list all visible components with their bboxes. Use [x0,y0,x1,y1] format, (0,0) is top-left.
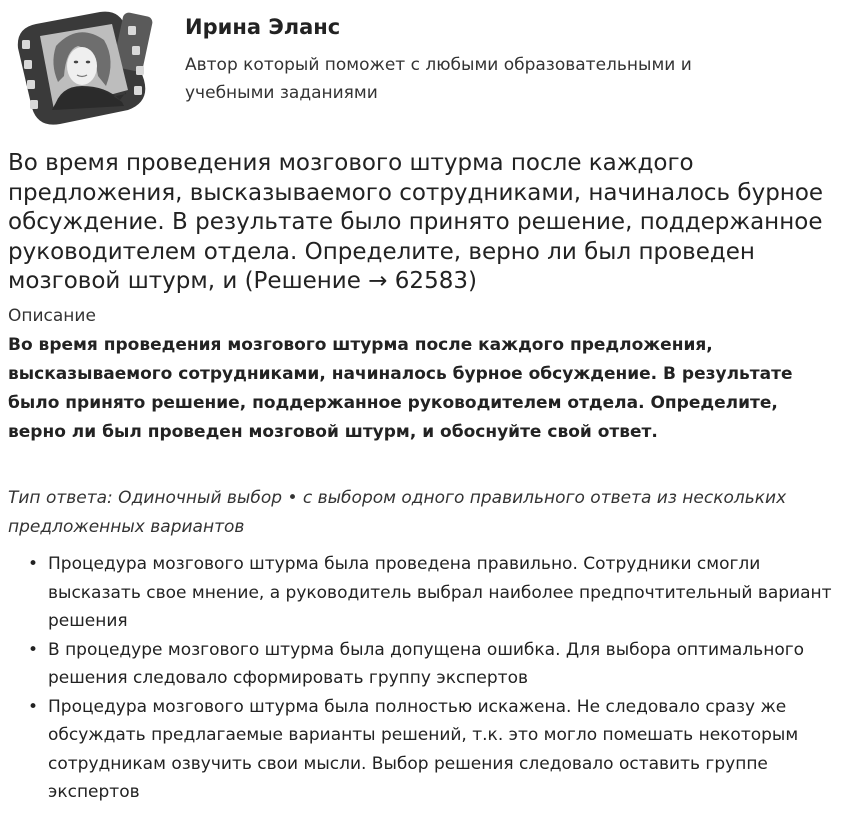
bullet-icon: • [28,696,39,717]
answer-option-text: Процедура мозгового штурма была проведена правильно. Сотрудники смогли высказать свое мнение, а руководитель выбрал наиболее предпочтительный вариант решения [48,554,832,631]
answer-option-text: В процедуре мозгового штурма была допущена ошибка. Для выбора оптимального решения следовало сформировать группу экспертов [48,639,805,688]
answer-options-list [8,550,840,807]
bullet-icon: • [28,639,39,660]
author-name[interactable]: Ирина Эланс [185,15,341,39]
answer-option-text: Процедура мозгового штурма была полностью искажена. Не следовало сразу же обсуждать предлагаемые варианты решений, т.к. это могло помешать некоторым сотрудникам озвучить свои мысли. Выбор решения следовало оставить группе экспертов [48,696,799,802]
bullet-icon: • [28,554,39,574]
question-title: Во время проведения мозгового штурма после каждого предложения, высказываемого сотрудниками, начиналось бурное обсуждение. В результате было принято решение, поддержанное руководителем отдела. Определите, верно ли был проведен мозговой штурм, и (Решение → 62583) [8,150,824,294]
author-description: Автор который поможет с любыми образовательными и учебными заданиями [185,55,692,103]
description-text: Во время проведения мозгового штурма после каждого предложения, высказываемого сотрудниками, начиналось бурное обсуждение. В результате было принято решение, поддержанное руководителем отдела. Определите, верно ли был проведен мозговой штурм, и обоснуйте свой ответ. [8,335,793,442]
answer-option[interactable] [8,550,840,636]
answer-type: Тип ответа: Одиночный выбор • с выбором одного правильного ответа из нескольких предложенных вариантов [8,488,787,537]
answer-option[interactable] [8,693,840,807]
answer-option[interactable] [8,636,840,693]
film-strip-icon [18,11,154,124]
author-card [8,6,838,126]
description-label: Описание [8,306,96,326]
author-avatar[interactable] [8,6,158,126]
